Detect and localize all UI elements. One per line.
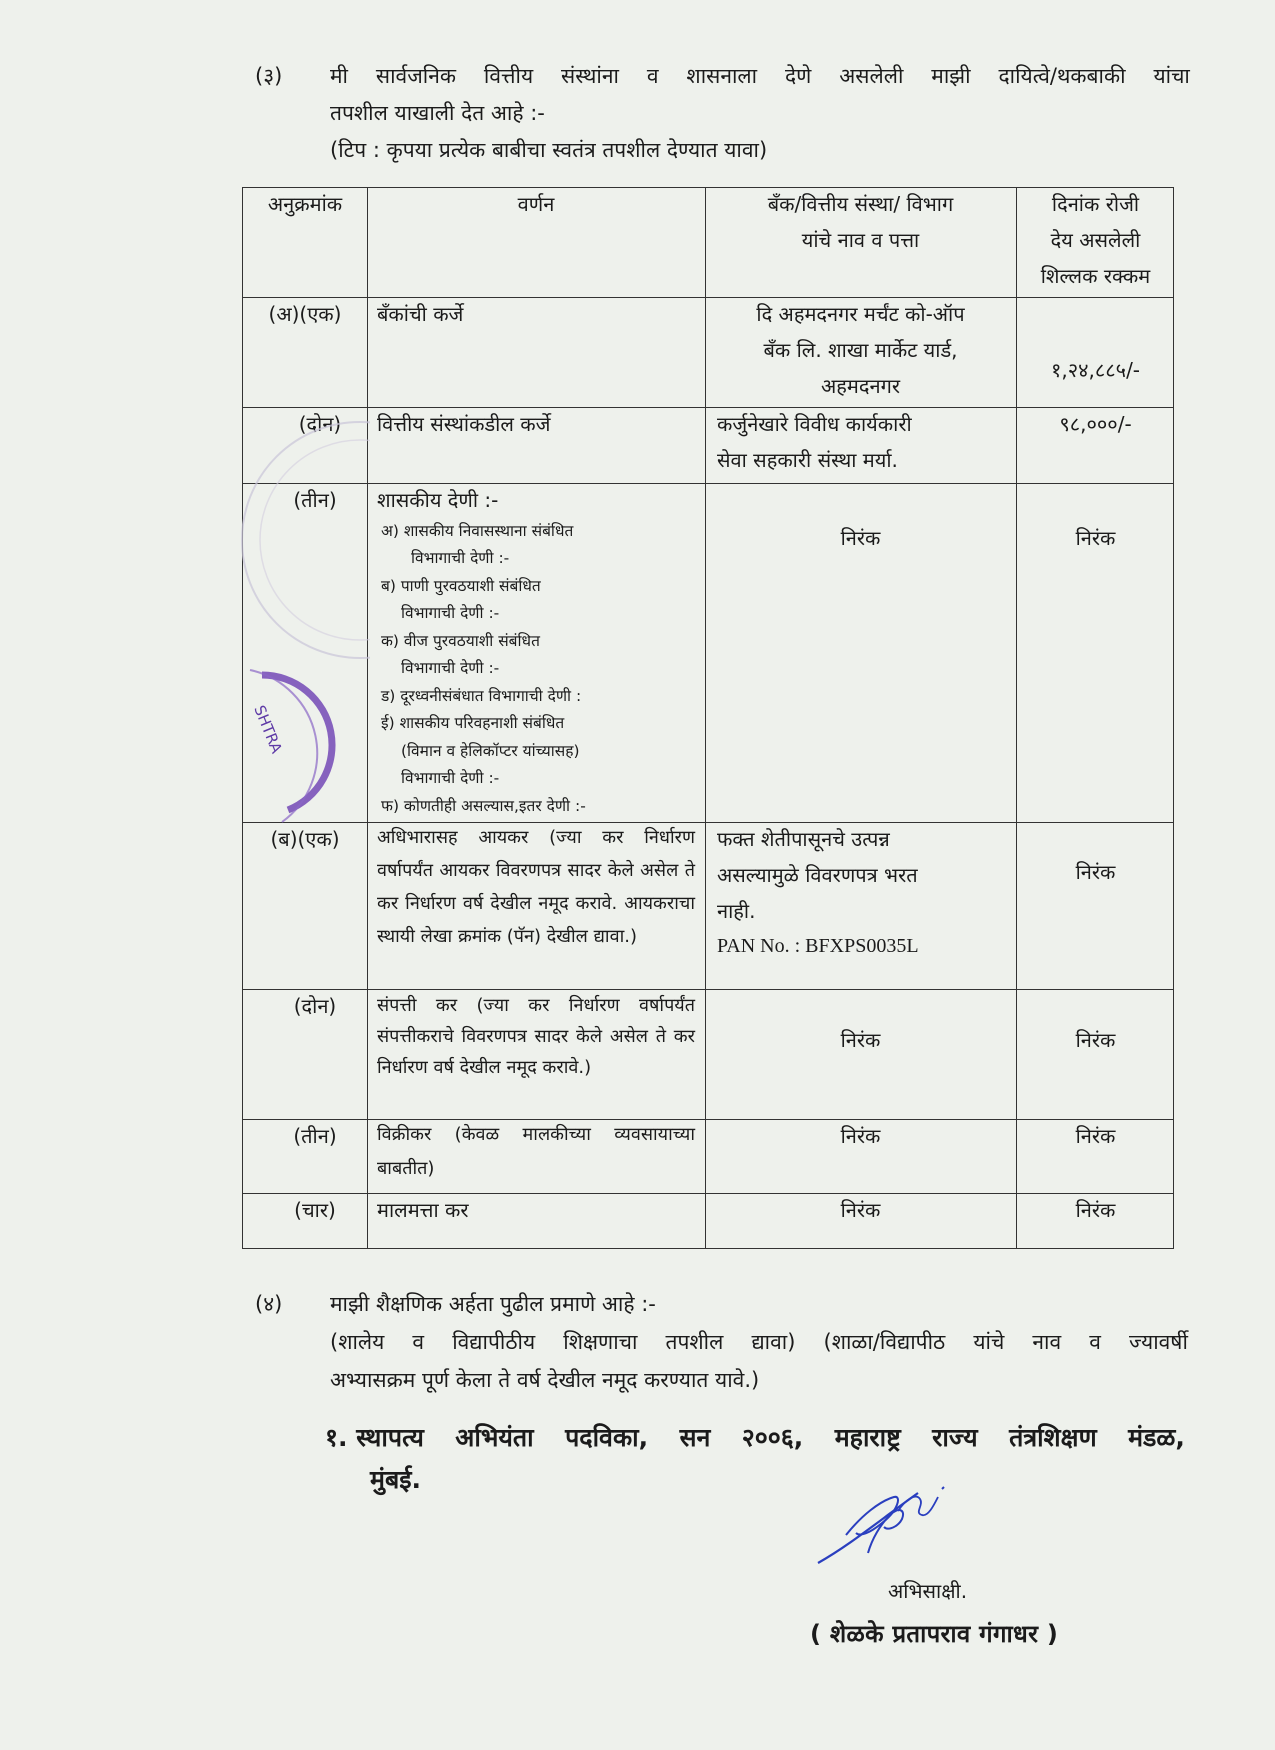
section-3-number: (३) [255,64,283,88]
row-a1-description: बँकांची कर्जे [377,302,464,326]
row-a3-sub-item: (विमान व हेलिकॉप्टर यांच्यासह) [401,742,580,760]
column-divider [1016,188,1017,1248]
row-a3-sub-item: फ) कोणतीही असल्यास,इतर देणी :- [381,797,586,815]
word: असलेली [839,64,904,88]
row-a1-institution-2: बँक लि. शाखा मार्केट यार्ड, [763,338,958,362]
section-3-intro-line-2: तपशील याखाली देत आहे :- [330,101,545,125]
row-a3-sub-item: ड) दूरध्वनीसंबंधात विभागाची देणी : [381,687,582,705]
word: पदविका, [565,1423,649,1452]
section-3-intro-line-1 [330,62,1190,90]
word: अभियंता [455,1423,534,1452]
header-serial: अनुक्रमांक [267,192,343,216]
header-balance-2: देय असलेली [1050,228,1141,252]
header-description: वर्णन [517,192,555,216]
word: नाव [1032,1330,1062,1354]
word: (शालेय [330,1330,385,1354]
row-a2-description: वित्तीय संस्थांकडील कर्जे [377,412,551,436]
row-a3-institution: निरंक [840,526,881,550]
row-a3-sub-item: विभागाची देणी :- [411,549,510,567]
row-b3-institution: निरंक [840,1124,881,1148]
row-b3-description: विक्रीकर (केवळ मालकीच्या व्यवसायाच्या बाबतीत) [377,1124,695,1179]
row-b1-pan: PAN No. : BFXPS0035L [717,935,919,957]
row-a2-institution-2: सेवा सहकारी संस्था मर्या. [717,448,898,472]
word: व [646,64,659,88]
word: दायित्वे/थकबाकी [998,64,1126,88]
signatory-name: ( शेळके प्रतापराव गंगाधर ) [810,1620,1059,1648]
row-a1-institution-3: अहमदनगर [820,374,901,398]
section-4-number: (४) [255,1292,283,1316]
row-b1-amount: निरंक [1075,860,1116,884]
word: माझी [931,64,971,88]
qualification-line-2: मुंबई. [370,1465,421,1494]
word: (शाळा/विद्यापीठ [823,1330,946,1354]
row-b2-serial: (दोन) [293,994,337,1018]
row-a1-serial: (अ)(एक) [268,302,342,326]
word: विद्यापीठीय [452,1330,536,1354]
word: द्यावा) [751,1330,796,1354]
word: सार्वजनिक [375,64,457,88]
word: २००६, [741,1423,804,1452]
word: राज्य [932,1423,978,1452]
row-b1-institution-1: फक्त शेतीपासूनचे उत्पन्न [717,827,890,851]
header-balance-3: शिल्लक रक्कम [1040,264,1151,288]
word: मी [330,64,348,88]
row-a3-sub-item: अ) शासकीय निवासस्थाना संबंधित [381,522,574,540]
row-b2-amount: निरंक [1075,1028,1116,1052]
row-a2-serial: (दोन) [298,412,342,436]
row-a3-serial: (तीन) [293,488,337,512]
word: सन [679,1423,711,1452]
row-b4-institution: निरंक [840,1198,881,1222]
handwritten-signature [810,1475,960,1585]
row-b2-institution: निरंक [840,1028,881,1052]
word: मंडळ, [1128,1423,1185,1452]
row-a3-amount: निरंक [1075,526,1116,550]
section-4-intro-line-2 [330,1328,1188,1356]
word: व [412,1330,425,1354]
liabilities-table [242,187,1174,1249]
row-a3-sub-item: विभागाची देणी :- [401,769,500,787]
word: शासनाला [686,64,758,88]
row-b4-serial: (चार) [294,1198,336,1222]
section-4-intro-line-3: अभ्यासक्रम पूर्ण केला ते वर्ष देखील नमूद करण्यात यावे.) [330,1368,760,1392]
row-b2-description: संपत्ती कर (ज्या कर निर्धारण वर्षापर्यंत संपत्तीकराचे विवरणपत्र सादर केले असेल ते कर निर्धारण वर्ष देखील नमूद करावे.) [377,995,695,1078]
word: वित्तीय [483,64,534,88]
row-a2-amount: ९८,०००/- [1059,412,1132,436]
row-a3-sub-item: विभागाची देणी :- [401,604,500,622]
qualification-line-1 [325,1420,1185,1454]
row-b4-amount: निरंक [1075,1198,1116,1222]
row-a3-sub-item: ई) शासकीय परिवहनाशी संबंधित [381,714,565,732]
header-institution-2: यांचे नाव व पत्ता [801,228,920,252]
word: देणे [785,64,812,88]
row-a3-description: शासकीय देणी :- [377,488,499,512]
stamp-text: SHTRA [250,702,286,756]
row-a3-sub-item: ब) पाणी पुरवठयाशी संबंधित [381,577,541,595]
row-b4-description: मालमत्ता कर [377,1198,469,1222]
row-b1-description: अधिभारासह आयकर (ज्या कर निर्धारण वर्षापर्यंत आयकर विवरणपत्र सादर केले असेल ते कर निर्धारण वर्ष देखील नमूद करावे. आयकराचा स्थायी लेखा क्रमांक (पॅन) देखील द्यावा.) [377,827,695,947]
row-a2-institution-1: कर्जुनेखारे विवीध कार्यकारी [717,412,912,436]
signature-role: अभिसाक्षी. [888,1579,968,1603]
header-institution-1: बँक/वित्तीय संस्था/ विभाग [767,192,954,216]
word: शिक्षणाचा [563,1330,638,1354]
word: १. स्थापत्य [325,1423,424,1452]
row-a3-sub-item: विभागाची देणी :- [401,659,500,677]
word: तपशील [665,1330,724,1354]
row-b1-institution-2: असल्यामुळे विवरणपत्र भरत [717,863,918,887]
row-a3-sub-item: क) वीज पुरवठयाशी संबंधित [381,632,540,650]
row-b1-serial: (ब)(एक) [270,827,340,851]
word: संस्थांना [561,64,619,88]
column-divider [367,188,368,1248]
word: तंत्रशिक्षण [1009,1423,1097,1452]
word: व [1089,1330,1101,1354]
section-4-intro-line-1: माझी शैक्षणिक अर्हता पुढील प्रमाणे आहे :- [330,1292,656,1316]
header-balance-1: दिनांक रोजी [1051,192,1140,216]
row-a1-institution-1: दि अहमदनगर मर्चंट को-ऑप [756,302,965,326]
word: यांचे [973,1330,1005,1354]
word: महाराष्ट्र [834,1423,901,1452]
word: ज्यावर्षी [1129,1330,1188,1354]
row-b3-serial: (तीन) [293,1124,337,1148]
row-b3-amount: निरंक [1075,1124,1116,1148]
row-a1-amount: १,२४,८८५/- [1050,358,1141,382]
row-b1-institution-3: नाही. [717,899,756,923]
word: यांचा [1153,64,1190,88]
section-3-note: (टिप : कृपया प्रत्येक बाबीचा स्वतंत्र तपशील देण्यात यावा) [330,138,768,162]
